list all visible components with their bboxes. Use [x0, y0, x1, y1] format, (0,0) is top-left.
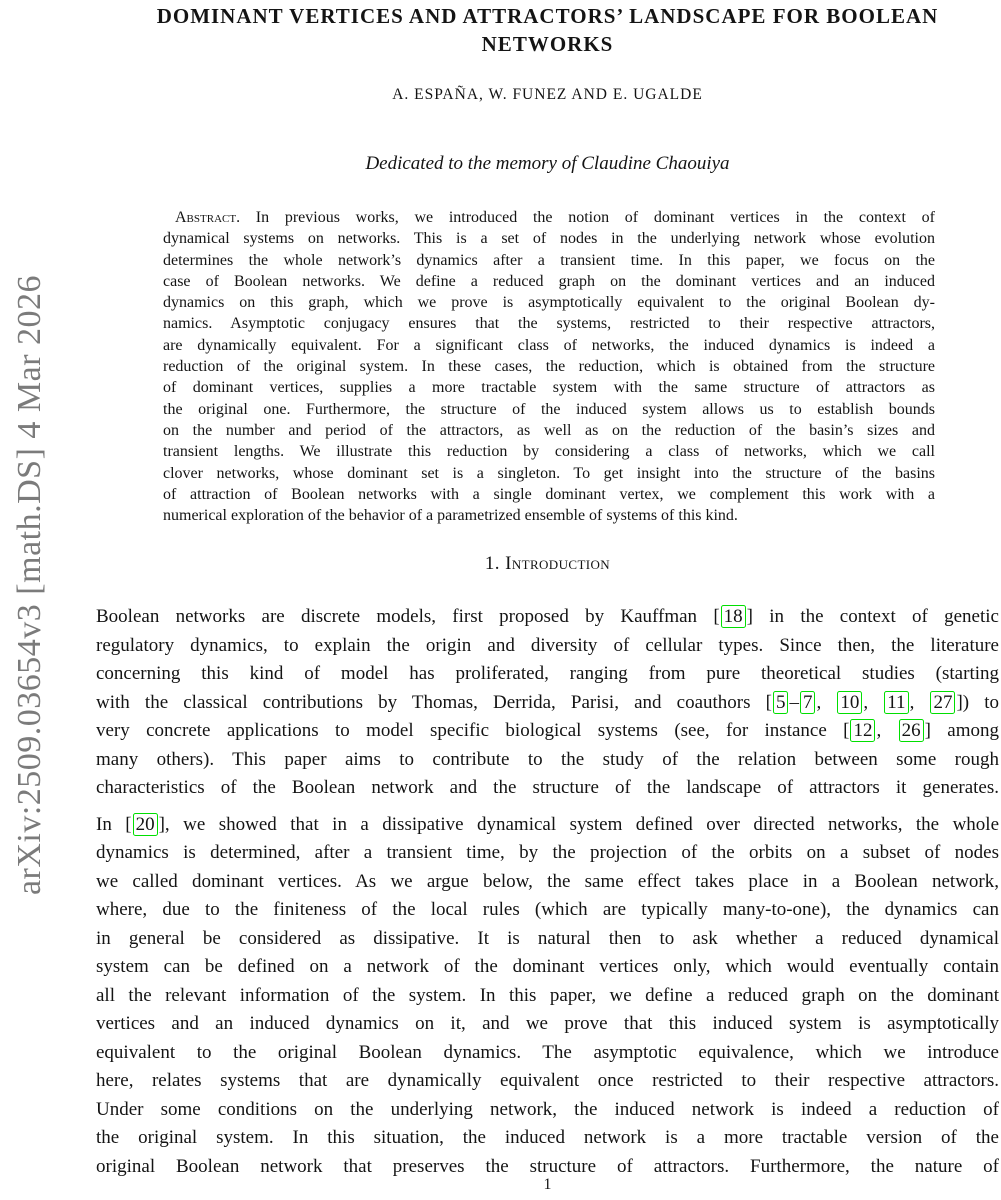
citation-link[interactable]: 7	[800, 691, 816, 714]
text-line: very concrete applications to model specific biological systems (see, for instance [ 12 , 26 ] among	[96, 720, 1000, 742]
text-line: case of Boolean networks. We define a reduced graph on the dominant vertices and an induced	[163, 272, 935, 290]
text-line: here, relates systems that are dynamically equivalent once restricted to their respective attractors.	[96, 1070, 999, 1092]
text-line: namics. Asymptotic conjugacy ensures that the systems, restricted to their respective attractors,	[163, 315, 935, 333]
text-line: concerning this kind of model has proliferated, ranging from pure theoretical studies (starting	[96, 663, 999, 685]
citation-link[interactable]: 5	[773, 691, 789, 714]
text-line: original Boolean network that preserves the structure of attractors. Furthermore, the nature of	[96, 1155, 999, 1177]
citation-link[interactable]: 11	[884, 691, 908, 714]
text-line: Boolean networks are discrete models, first proposed by Kauffman [ 18 ] in the context of genetic	[96, 606, 999, 628]
citation-link[interactable]: 26	[899, 719, 924, 742]
text-line: In [ 20 ], we showed that in a dissipative dynamical system defined over directed networks, the whole	[96, 813, 999, 835]
paper-title-line-2: NETWORKS	[481, 32, 614, 56]
text-line: with the classical contributions by Thomas, Derrida, Parisi, and coauthors [ 5 – 7 , 10 , 11 , 27 ]) to	[96, 691, 1000, 713]
citation-link[interactable]: 18	[721, 605, 746, 628]
text-line: the original system. In this situation, the induced network is a more tractable version of the	[96, 1127, 999, 1149]
text-line: determines the whole network’s dynamics after a transient time. In this paper, we focus on the	[163, 251, 935, 269]
text-line: reduction of the original system. In these cases, the reduction, which is obtained from the structure	[163, 358, 935, 376]
text-line: Under some conditions on the underlying network, the induced network is indeed a reduction of	[96, 1098, 999, 1120]
text-line: of dominant vertices, supplies a more tractable system with the same structure of attractors as	[163, 379, 935, 397]
text-line: dynamical systems on networks. This is a set of nodes in the underlying network whose evolution	[163, 230, 935, 248]
text-line: we called dominant vertices. As we argue below, the same effect takes place in a Boolean network,	[96, 870, 999, 892]
authors-line: A. ESPAÑA, W. FUNEZ AND E. UGALDE	[392, 86, 703, 103]
dedication-line: Dedicated to the memory of Claudine Chaouiya	[365, 153, 730, 174]
citation-link[interactable]: 10	[837, 691, 862, 714]
citation-link[interactable]: 27	[930, 691, 955, 714]
text-line: system can be defined on a network of the dominant vertices only, which would eventually contain	[96, 956, 999, 978]
text-line: dynamics is determined, after a transient time, by the projection of the orbits on a subset of nodes	[96, 842, 999, 864]
text-line: on the number and period of the attractors, as well as on the reduction of the basin’s sizes and	[163, 421, 935, 439]
text-line: vertices and an induced dynamics on it, and we prove that this induced system is asymptotically	[96, 1013, 999, 1035]
text-line: all the relevant information of the system. In this paper, we define a reduced graph on the dominant	[96, 984, 999, 1006]
text-line: characteristics of the Boolean network and the structure of the landscape of attractors it generates.	[96, 777, 999, 799]
text-line: equivalent to the original Boolean dynamics. The asymptotic equivalence, which we introduce	[96, 1041, 999, 1063]
arxiv-watermark: arXiv:2509.03654v3 [math.DS] 4 Mar 2026	[11, 274, 48, 896]
paper-title	[96, 2, 999, 58]
abstract-block	[163, 207, 935, 526]
page-content	[96, 0, 999, 1200]
text-line: where, due to the finiteness of the local rules (which are typically many-to-one), the dynamics can	[96, 899, 999, 921]
section-heading-introduction: 1. Introduction	[484, 553, 611, 575]
paper-title-line-1: DOMINANT VERTICES AND ATTRACTORS’ LANDSCAPE FOR BOOLEAN	[156, 4, 939, 28]
page-number: 1	[543, 1176, 552, 1193]
citation-link[interactable]: 20	[133, 813, 158, 836]
text-line: in general be considered as dissipative. It is natural then to ask whether a reduced dynamical	[96, 927, 999, 949]
abstract-label: Abstract.	[175, 209, 241, 226]
text-line: numerical exploration of the behavior of a parametrized ensemble of systems of this kind.	[163, 507, 738, 525]
intro-paragraph-2	[96, 811, 999, 1182]
text-line: clover networks, whose dominant set is a singleton. To get insight into the structure of the basins	[163, 464, 935, 482]
text-line: are dynamically equivalent. For a significant class of networks, the induced dynamics is indeed a	[163, 336, 935, 354]
citation-link[interactable]: 12	[850, 719, 875, 742]
intro-paragraph-1	[96, 603, 999, 803]
text-line: the original one. Furthermore, the structure of the induced system allows us to establish bounds	[163, 400, 935, 418]
text-line: dynamics on this graph, which we prove is asymptotically equivalent to the original Boolean dy-	[163, 294, 935, 312]
text-line: Abstract. In previous works, we introduced the notion of dominant vertices in the context of	[175, 209, 935, 226]
text-line: many others). This paper aims to contribute to the study of the relation between some rough	[96, 748, 999, 770]
text-line: regulatory dynamics, to explain the origin and diversity of cellular types. Since then, the literature	[96, 634, 999, 656]
text-line: transient lengths. We illustrate this reduction by considering a class of networks, which we call	[163, 443, 935, 461]
text-line: of attraction of Boolean networks with a single dominant vertex, we complement this work with a	[163, 485, 935, 503]
